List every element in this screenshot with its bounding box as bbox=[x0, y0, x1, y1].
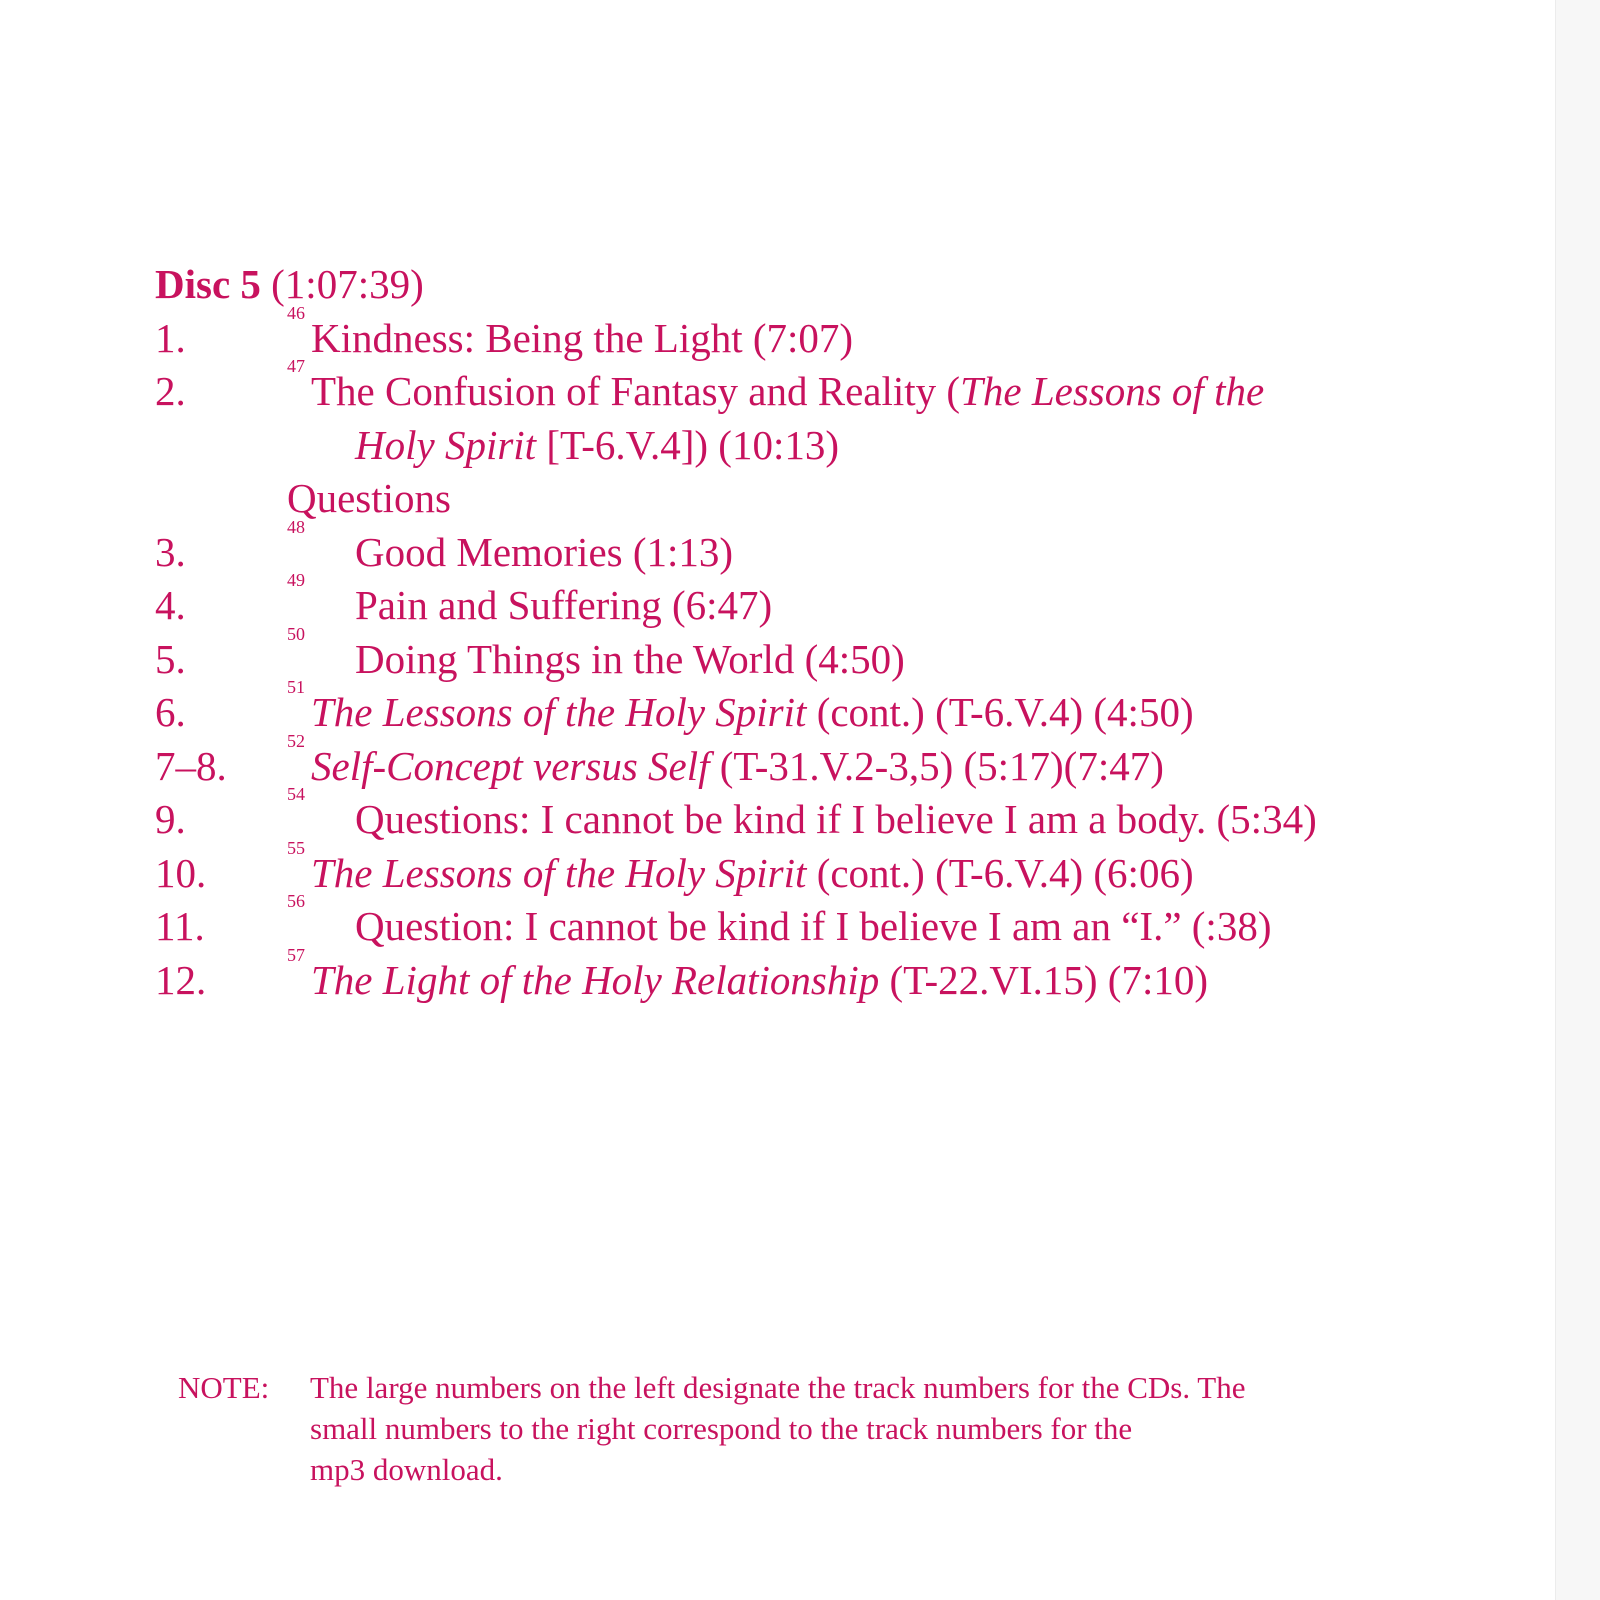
cd-track-number: 9. bbox=[155, 796, 186, 842]
track-row bbox=[155, 356, 1495, 419]
cd-track-number: 10. bbox=[155, 849, 207, 896]
track-row bbox=[155, 730, 1495, 794]
cd-track-number: 4. bbox=[155, 582, 186, 628]
track-title: The Lessons of the Holy Spirit (cont.) (T-6.V.4) (4:50) bbox=[311, 689, 1194, 735]
track-title: Good Memories (1:13) bbox=[355, 528, 734, 575]
track-title: Question: I cannot be kind if I believe I am an “I.” (:38) bbox=[355, 903, 1272, 949]
disc-heading bbox=[155, 258, 1495, 312]
track-row bbox=[155, 570, 1495, 633]
track-title: The Light of the Holy Relationship (T-22.VI.15) (7:10) bbox=[311, 956, 1208, 1003]
mp3-track-number: 52 bbox=[287, 730, 305, 751]
track-title: The Lessons of the Holy Spirit (cont.) (T-6.V.4) (6:06) bbox=[311, 849, 1194, 896]
disc-label: Disc 5 bbox=[155, 261, 261, 307]
cd-track-number: 2. bbox=[155, 368, 186, 414]
note-label: NOTE: bbox=[178, 1370, 270, 1405]
track-title: Holy Spirit [T-6.V.4]) (10:13) bbox=[355, 421, 839, 468]
note-line: small numbers to the right correspond to the track numbers for the bbox=[310, 1411, 1133, 1446]
cd-track-number: 1. bbox=[155, 314, 186, 361]
mp3-track-number: 50 bbox=[287, 623, 305, 644]
track-row bbox=[155, 837, 1495, 901]
cd-track-number: 6. bbox=[155, 689, 186, 735]
note-line: mp3 download. bbox=[310, 1452, 503, 1487]
track-title: Self-Concept versus Self (T-31.V.2-3,5) (5:17)(7:47) bbox=[311, 742, 1164, 789]
section-heading bbox=[155, 472, 1495, 526]
track-row bbox=[155, 677, 1495, 740]
track-title: Doing Things in the World (4:50) bbox=[355, 635, 905, 682]
track-row bbox=[155, 302, 1495, 366]
track-title: Questions: I cannot be kind if I believe I am a body. (5:34) bbox=[355, 796, 1317, 842]
track-title: Kindness: Being the Light (7:07) bbox=[311, 314, 854, 361]
note-line: The large numbers on the left designate the track numbers for the CDs. The bbox=[310, 1370, 1246, 1405]
page-edge-strip bbox=[1555, 0, 1600, 1600]
track-title: The Confusion of Fantasy and Reality (The Lessons of the bbox=[311, 368, 1265, 414]
track-row bbox=[155, 944, 1495, 1008]
questions-heading: Questions bbox=[287, 475, 451, 521]
cd-track-number: 12. bbox=[155, 956, 207, 1003]
track-title-continuation bbox=[155, 419, 1495, 473]
mp3-track-number: 49 bbox=[287, 570, 305, 590]
cd-track-number: 7–8. bbox=[155, 742, 227, 789]
mp3-track-number: 47 bbox=[287, 356, 305, 376]
mp3-track-number: 48 bbox=[287, 516, 305, 537]
mp3-track-number: 56 bbox=[287, 891, 305, 911]
track-title: Pain and Suffering (6:47) bbox=[355, 582, 773, 628]
disc-duration: (1:07:39) bbox=[271, 261, 424, 307]
mp3-track-number: 54 bbox=[287, 784, 305, 804]
mp3-track-number: 57 bbox=[287, 944, 305, 965]
track-row bbox=[155, 623, 1495, 687]
track-row bbox=[155, 516, 1495, 580]
track-row bbox=[155, 891, 1495, 954]
note-text bbox=[310, 1367, 1398, 1490]
mp3-track-number: 55 bbox=[287, 837, 305, 858]
track-listing bbox=[155, 258, 1495, 1007]
track-row bbox=[155, 784, 1495, 847]
mp3-track-number: 46 bbox=[287, 302, 305, 323]
cd-track-number: 3. bbox=[155, 528, 186, 575]
mp3-track-number: 51 bbox=[287, 677, 305, 697]
cd-track-number: 11. bbox=[155, 903, 205, 949]
cd-track-number: 5. bbox=[155, 635, 186, 682]
